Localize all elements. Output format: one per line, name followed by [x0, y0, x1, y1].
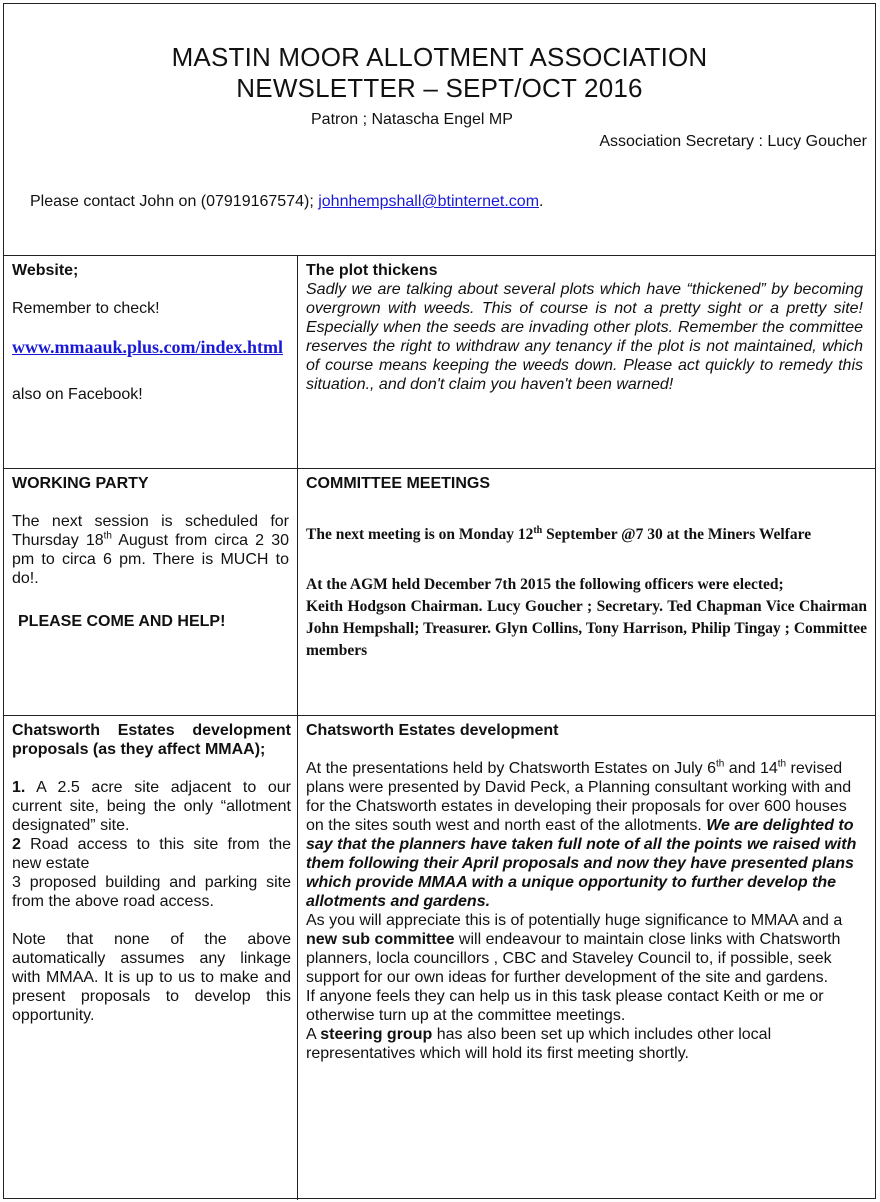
newsletter-header	[4, 4, 875, 256]
row-chatsworth	[4, 716, 875, 1200]
committee-meeting: The next meeting is on Monday 12th September @7 30 at the Miners Welfare	[306, 524, 812, 543]
working-party-cell	[4, 469, 298, 715]
row-working-committee	[4, 469, 875, 716]
proposal-item: 3 proposed building and parking site from the above road access.	[12, 874, 291, 910]
plot-body: Sadly we are talking about several plots which have “thickened” by becoming overgrown with weeds. This of course is not a pretty sight or a pretty site! Especially when the seeds are invading other plots. Remember the committee reserves the right to withdraw any tenancy if the plot is not maintained, which of course means keeping the weeds down. Please act quickly to remedy this situation., and don't claim you haven't been warned!	[306, 281, 863, 393]
website-link[interactable]: www.mmaauk.plus.com/index.html	[12, 337, 284, 357]
website-reminder: Remember to check!	[12, 300, 160, 317]
title-line-1: MASTIN MOOR ALLOTMENT ASSOCIATION	[171, 42, 708, 72]
committee-officers: Keith Hodgson Chairman. Lucy Goucher ; Secretary. Ted Chapman Vice Chairman John Hempshall; Treasurer. Glyn Collins, Tony Harrison, Philip Tingay ; Committee members	[306, 598, 867, 659]
proposal-item: 2 Road access to this site from the new estate	[12, 836, 291, 872]
title-line-2: NEWSLETTER – SEPT/OCT 2016	[236, 73, 643, 103]
development-paragraph-1: At the presentations held by Chatsworth Estates on July 6th and 14th revised plans were presented by David Peck, a Planning consultant working with and for the Chatsworth estates in developing their proposals for over 600 houses on the sites south west and north east of the allotments. We are delighted to say that the planners have taken full note of all the points we raised with them following their April proposals and now they have presented plans which provide MMAA with a unique opportunity to further develop the allotments and gardens.	[306, 758, 857, 910]
proposals-list	[12, 778, 291, 911]
committee-heading: COMMITTEE MEETINGS	[306, 475, 490, 492]
plot-heading: The plot thickens	[306, 262, 438, 279]
development-cell	[298, 716, 875, 1200]
contact-prefix: Please contact John on (07919167574);	[30, 193, 319, 210]
contact-email-link[interactable]: johnhempshall@btinternet.com	[318, 193, 540, 210]
working-party-body: The next session is scheduled for Thursday 18th August from circa 2 30 pm to circa 6 pm. There is MUCH to do!.	[12, 513, 289, 587]
patron-line: Patron ; Natascha Engel MP	[311, 111, 513, 128]
secretary-line: Association Secretary : Lucy Goucher	[599, 133, 867, 150]
committee-agm: At the AGM held December 7th 2015 the following officers were elected;	[306, 576, 784, 593]
proposals-heading: Chatsworth Estates development proposals (as they affect MMAA);	[12, 722, 291, 758]
development-paragraph-4: A steering group has also been set up which includes other local representatives which will hold its first meeting shortly.	[306, 1026, 772, 1062]
proposal-item: 1. A 2.5 acre site adjacent to our current site, being the only “allotment designated” site.	[12, 779, 291, 834]
development-paragraph-2: As you will appreciate this is of potentially huge significance to MMAA and a new sub committee will endeavour to maintain close links with Chatsworth planners, locla councillors , CBC and Staveley Council to, if possible, seek support for our own ideas for further development of the site and gardens.	[306, 912, 843, 986]
development-heading: Chatsworth Estates development	[306, 722, 559, 739]
facebook-note: also on Facebook!	[12, 386, 143, 403]
committee-cell	[298, 469, 875, 715]
working-party-call: PLEASE COME AND HELP!	[18, 613, 226, 630]
plot-cell	[298, 256, 875, 468]
working-party-heading: WORKING PARTY	[12, 475, 149, 492]
newsletter-page	[3, 3, 876, 1199]
website-heading: Website;	[12, 262, 79, 279]
contact-line	[30, 193, 543, 211]
proposals-cell	[4, 716, 298, 1200]
development-paragraph-3: If anyone feels they can help us in this task please contact Keith or me or otherwise turn up at the committee meetings.	[306, 988, 824, 1024]
website-cell	[4, 256, 298, 468]
newsletter-title	[4, 42, 875, 104]
contact-suffix: .	[539, 193, 544, 210]
proposals-note: Note that none of the above automatically assumes any linkage with MMAA. It is up to us to make and present proposals to develop this opportunity.	[12, 931, 291, 1024]
row-website-plot	[4, 256, 875, 469]
